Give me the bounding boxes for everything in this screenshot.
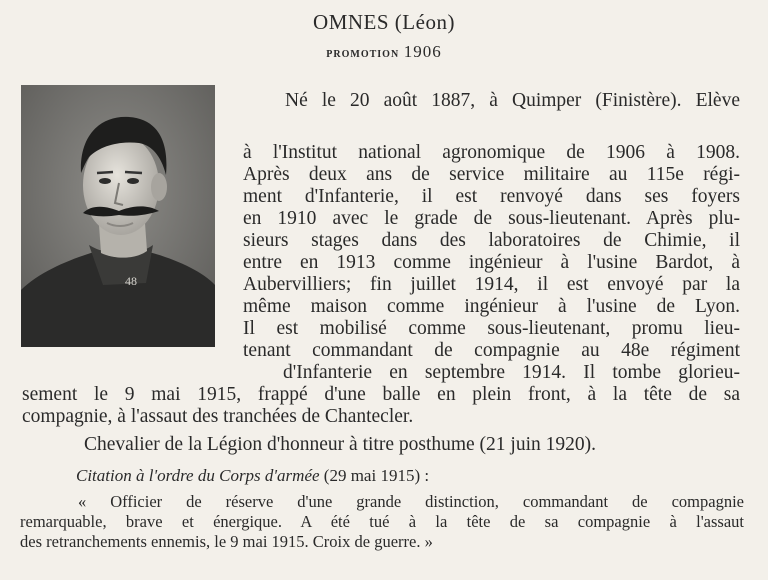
biography-line: Il est mobilisé comme sous-lieutenant, promu lieu- <box>243 318 740 339</box>
biography-line: tenant commandant de compagnie au 48e régiment <box>243 340 740 361</box>
portrait-photo <box>21 85 215 347</box>
citation-heading-line <box>76 465 429 487</box>
biography-line: Après deux ans de service militaire au 115e régi- <box>243 164 740 185</box>
biography-line: même maison comme ingénieur à l'usine de Lyon. <box>243 296 740 317</box>
biography-line: compagnie, à l'assaut des tranchées de Chantecler. <box>22 406 414 427</box>
biography-line: à l'Institut national agronomique de 1906 à 1908. <box>243 142 740 163</box>
biography-line: sieurs stages dans des laboratoires de Chimie, il <box>243 230 740 251</box>
promotion-label: promotion <box>326 46 400 61</box>
biography-line: entre en 1913 comme ingénieur à l'usine Bardot, à <box>243 252 740 273</box>
legion-honor-line: Chevalier de la Légion d'honneur à titre posthume (21 juin 1920). <box>84 434 597 455</box>
citation-line: des retranchements ennemis, le 9 mai 1915. Croix de guerre. » <box>20 532 433 551</box>
biography-line: d'Infanterie en septembre 1914. Il tombe glorieu- <box>283 362 740 383</box>
biography-line: Né le 20 août 1887, à Quimper (Finistère). Elève <box>285 90 740 111</box>
promotion-subtitle <box>0 42 768 62</box>
biography-line: en 1910 avec le grade de sous-lieutenant. Après plu- <box>243 208 740 229</box>
biography-line: ment d'Infanterie, il est renvoyé dans ses foyers <box>243 186 740 207</box>
page-title: OMNES (Léon) <box>313 10 455 34</box>
biography-line: Aubervilliers; fin juillet 1914, il est envoyé par la <box>243 274 740 295</box>
portrait-illustration <box>21 85 215 347</box>
citation-line: remarquable, brave et énergique. A été tué à la tête de sa compagnie à l'assaut <box>20 512 744 531</box>
collar-number: 48 <box>125 274 137 288</box>
promotion-year: 1906 <box>403 42 442 61</box>
citation-date: (29 mai 1915) : <box>323 466 430 485</box>
biography-line: sement le 9 mai 1915, frappé d'une balle en plein front, à la tête de sa <box>22 384 740 405</box>
citation-heading: Citation à l'ordre du Corps d'armée <box>76 466 320 485</box>
citation-line: « Officier de réserve d'une grande distinction, commandant de compagnie <box>78 492 744 511</box>
